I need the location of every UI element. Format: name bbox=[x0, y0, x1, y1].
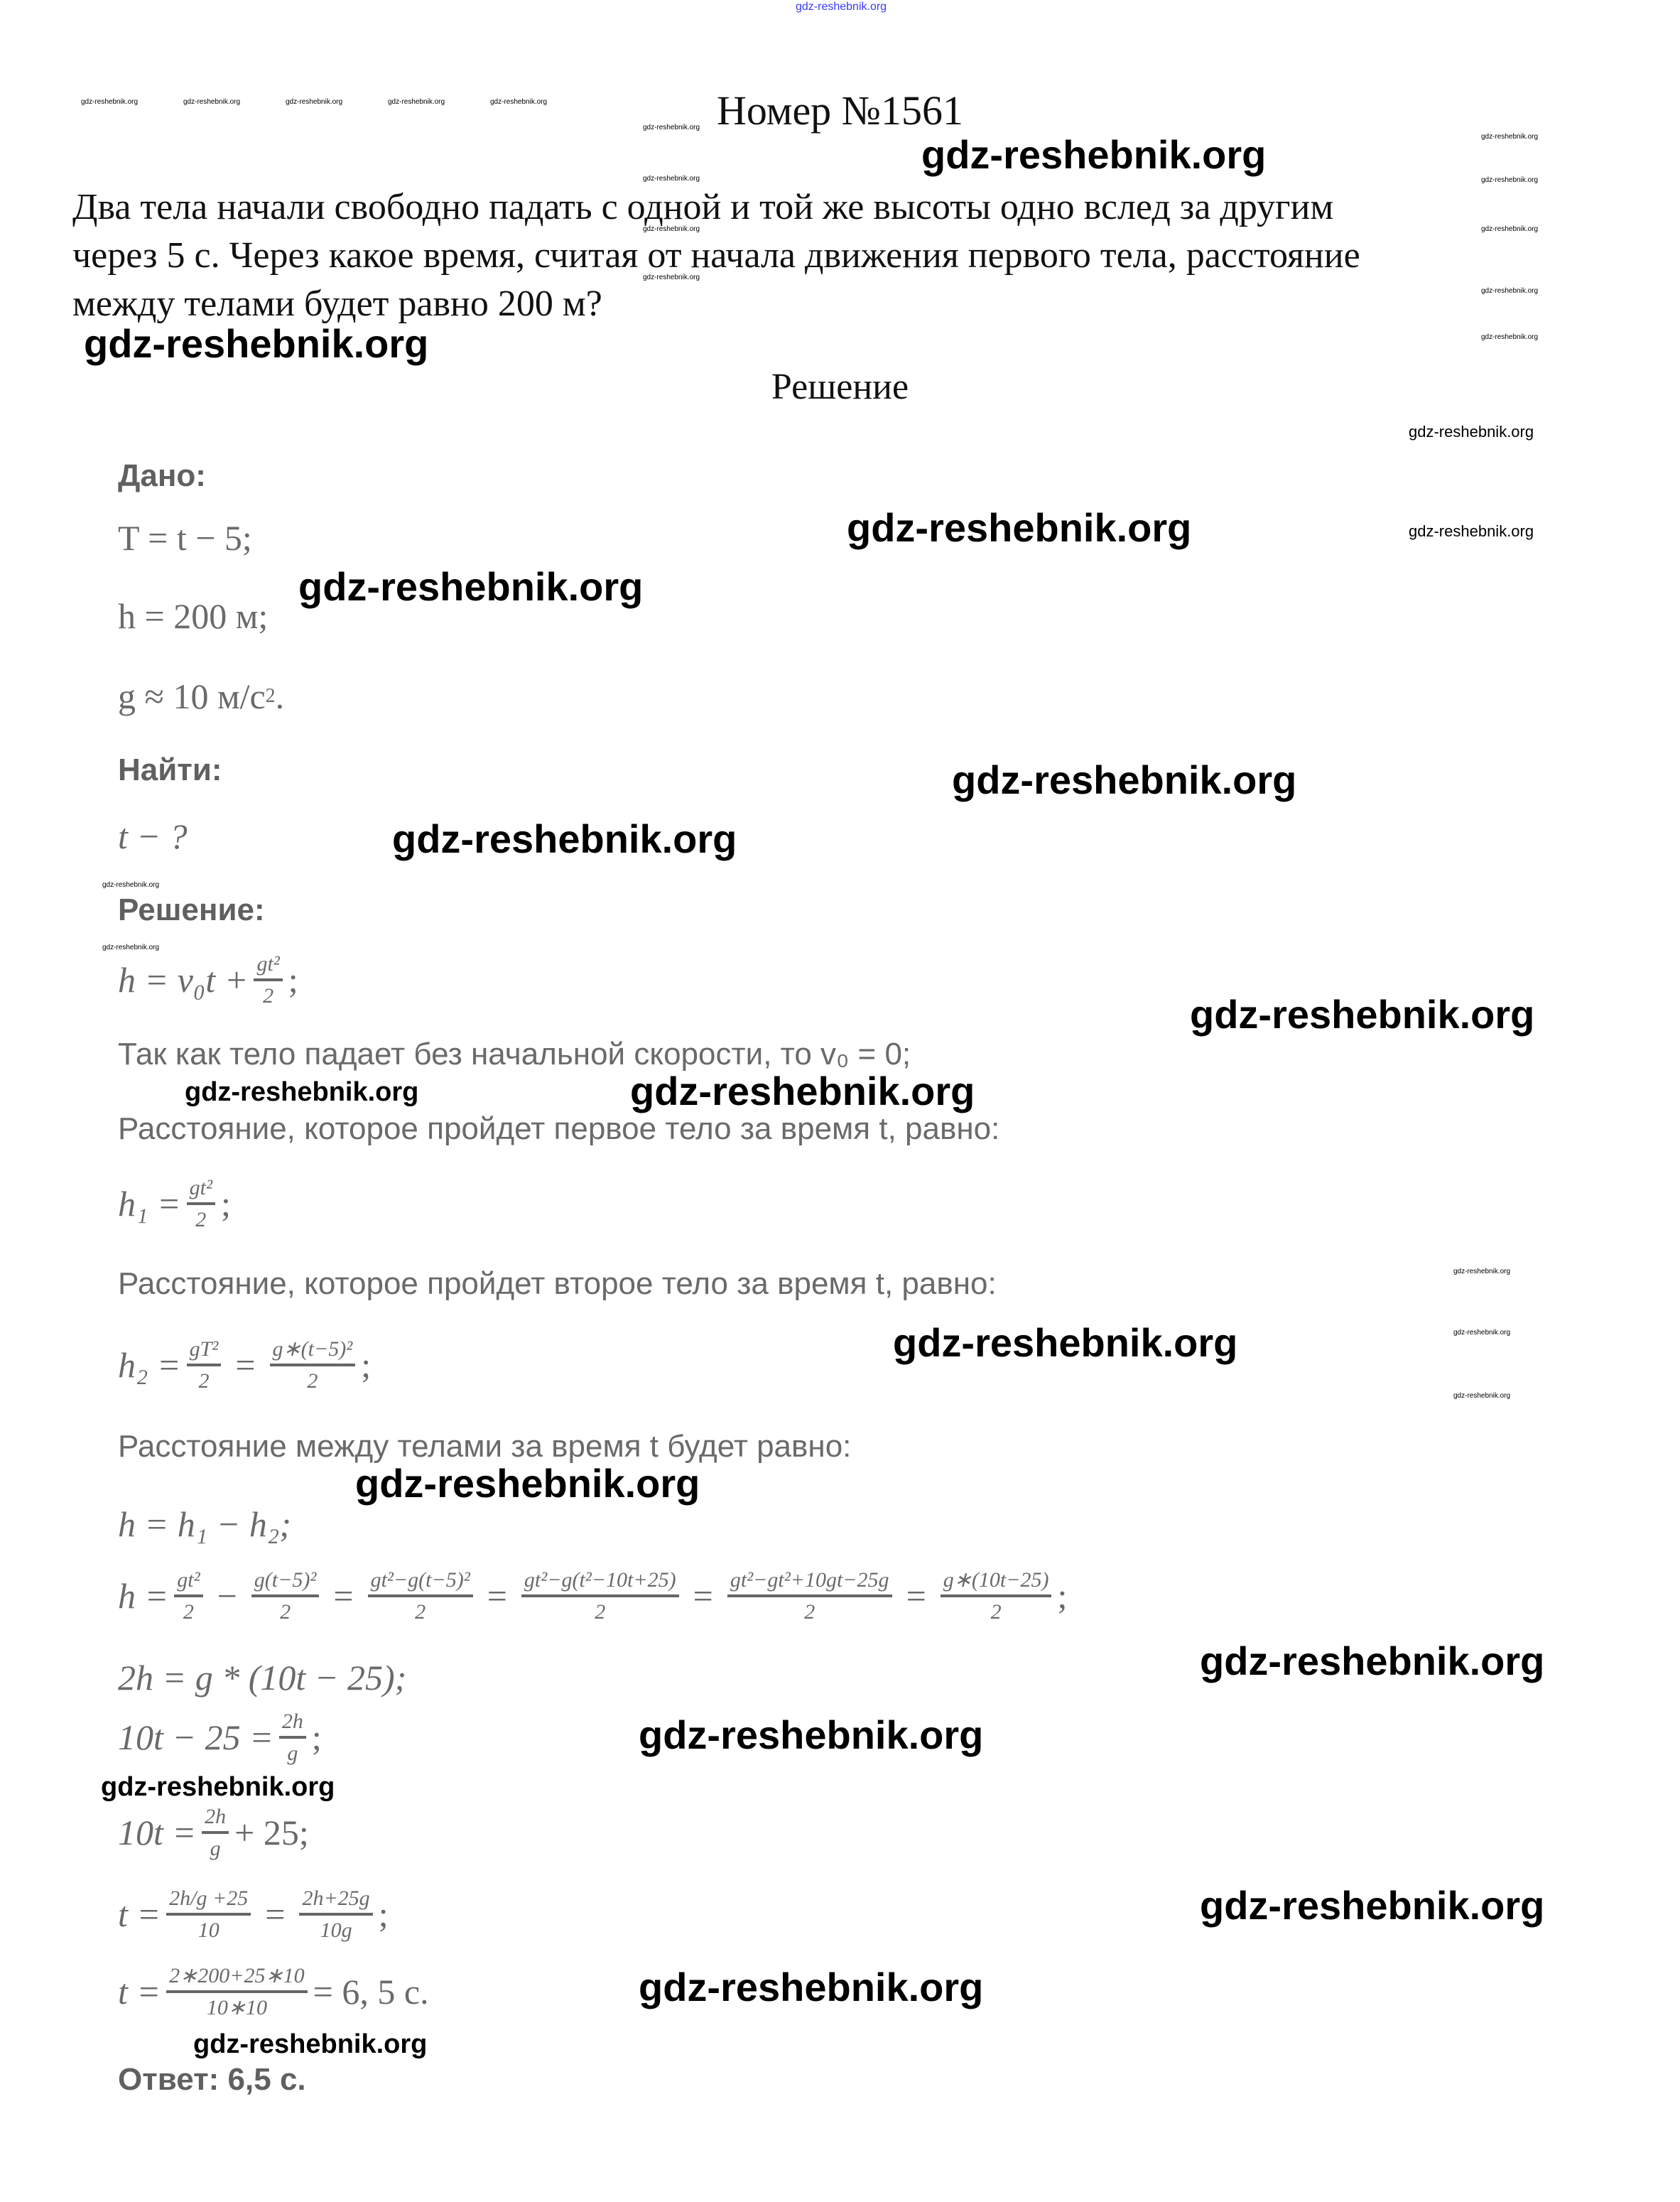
numerator: gt²−gt²+10gt−25g bbox=[730, 1568, 889, 1592]
watermark: gdz-reshebnik.org bbox=[490, 98, 548, 106]
find-value: t − ? bbox=[118, 816, 188, 856]
watermark: gdz-reshebnik.org bbox=[392, 816, 737, 861]
given-g-text: g ≈ 10 м/с bbox=[118, 676, 266, 716]
fraction bbox=[254, 952, 282, 1008]
numerator: gt² bbox=[189, 1176, 212, 1199]
eq5 bbox=[118, 1568, 1067, 1624]
fraction bbox=[174, 1568, 202, 1624]
watermark: gdz-reshebnik.org bbox=[388, 98, 445, 106]
problem-line: между телами будет равно 200 м? bbox=[72, 284, 602, 324]
watermark: gdz-reshebnik.org bbox=[639, 1712, 984, 1757]
denominator: 2 bbox=[595, 1600, 606, 1624]
fraction bbox=[270, 1337, 356, 1393]
watermark: gdz-reshebnik.org bbox=[639, 1965, 984, 2009]
watermark: gdz-reshebnik.org bbox=[630, 1069, 975, 1113]
watermark: gdz-reshebnik.org bbox=[1481, 133, 1539, 141]
eq1-end: ; bbox=[288, 960, 298, 1000]
eq4: h = h₁ − h₂; bbox=[118, 1504, 291, 1544]
fraction bbox=[279, 1710, 306, 1765]
eq1 bbox=[118, 952, 298, 1008]
equals: = bbox=[906, 1576, 926, 1616]
fraction bbox=[251, 1568, 320, 1624]
watermark: gdz-reshebnik.org bbox=[1481, 176, 1539, 184]
watermark: gdz-reshebnik.org bbox=[355, 1461, 700, 1506]
watermark: gdz-reshebnik.org bbox=[643, 225, 700, 233]
eq6: 2h = g * (10t − 25); bbox=[118, 1658, 407, 1698]
denominator: 2 bbox=[415, 1600, 426, 1624]
fraction bbox=[187, 1176, 215, 1231]
denominator: g bbox=[287, 1742, 298, 1765]
denominator: 2 bbox=[280, 1600, 291, 1624]
denominator: 2 bbox=[198, 1369, 210, 1393]
denominator: 2 bbox=[263, 984, 274, 1008]
watermark: gdz-reshebnik.org bbox=[1200, 1639, 1545, 1683]
given-label: Дано: bbox=[118, 458, 206, 493]
given-T: T = t − 5; bbox=[118, 518, 252, 558]
watermark: gdz-reshebnik.org bbox=[921, 132, 1267, 177]
watermark: gdz-reshebnik.org bbox=[1409, 522, 1534, 540]
watermark: gdz-reshebnik.org bbox=[1481, 225, 1539, 233]
numerator: gt² bbox=[177, 1568, 200, 1592]
denominator: 2 bbox=[307, 1369, 318, 1393]
eq10 bbox=[118, 1964, 429, 2019]
equals: = bbox=[333, 1576, 354, 1616]
problem-line: через 5 с. Через какое время, считая от начала движения первого тела, расстояние bbox=[72, 235, 1360, 276]
numerator: gt² bbox=[256, 952, 280, 976]
text3: Расстояние, которое пройдет второе тело за время t, равно: bbox=[118, 1266, 997, 1301]
watermark: gdz-reshebnik.org bbox=[1481, 333, 1539, 341]
denominator: 2 bbox=[195, 1208, 207, 1231]
solution-heading: Решение bbox=[771, 367, 909, 407]
eq10-lhs: t = bbox=[118, 1972, 161, 2012]
watermark: gdz-reshebnik.org bbox=[298, 564, 644, 609]
watermark-top: gdz-reshebnik.org bbox=[796, 1, 887, 13]
watermark: gdz-reshebnik.org bbox=[952, 757, 1297, 802]
equals: = bbox=[487, 1576, 507, 1616]
watermark: gdz-reshebnik.org bbox=[193, 2029, 428, 2059]
watermark: gdz-reshebnik.org bbox=[1453, 1329, 1511, 1337]
watermark: gdz-reshebnik.org bbox=[893, 1320, 1238, 1365]
equals: = bbox=[235, 1345, 256, 1385]
watermark: gdz-reshebnik.org bbox=[1409, 423, 1534, 441]
watermark: gdz-reshebnik.org bbox=[1453, 1392, 1511, 1400]
find-label: Найти: bbox=[118, 752, 222, 787]
watermark: gdz-reshebnik.org bbox=[286, 98, 343, 106]
eq3-end: ; bbox=[361, 1345, 372, 1385]
eq7-lhs: 10t − 25 = bbox=[118, 1717, 273, 1757]
eq2 bbox=[118, 1176, 231, 1231]
watermark: gdz-reshebnik.org bbox=[1453, 1268, 1511, 1275]
fraction bbox=[299, 1887, 372, 1942]
eq5-lhs: h = bbox=[118, 1576, 169, 1616]
fraction bbox=[521, 1568, 679, 1624]
numerator: 2h/g +25 bbox=[169, 1887, 249, 1910]
eq9 bbox=[118, 1887, 389, 1942]
watermark: gdz-reshebnik.org bbox=[183, 98, 241, 106]
numerator: g(t−5)² bbox=[254, 1568, 317, 1592]
watermark: gdz-reshebnik.org bbox=[1190, 992, 1535, 1037]
text2: Расстояние, которое пройдет первое тело за время t, равно: bbox=[118, 1111, 1000, 1146]
numerator: gT² bbox=[189, 1337, 219, 1361]
watermark: gdz-reshebnik.org bbox=[643, 175, 700, 183]
given-g-exp: 2 bbox=[265, 685, 276, 707]
watermark: gdz-reshebnik.org bbox=[101, 1772, 335, 1802]
numerator: gt²−g(t−5)² bbox=[370, 1568, 470, 1592]
numerator: gt²−g(t²−10t+25) bbox=[524, 1568, 676, 1592]
numerator: 2h bbox=[205, 1805, 227, 1828]
equals: = bbox=[265, 1894, 286, 1934]
eq2-end: ; bbox=[220, 1184, 231, 1224]
watermark: gdz-reshebnik.org bbox=[1481, 287, 1539, 295]
eq9-end: ; bbox=[378, 1894, 389, 1934]
watermark: gdz-reshebnik.org bbox=[84, 321, 429, 366]
given-h: h = 200 м; bbox=[118, 596, 269, 636]
problem-line: Два тела начали свободно падать с одной и той же высоты одно вслед за другим bbox=[72, 187, 1334, 227]
numerator: 2h bbox=[281, 1710, 303, 1733]
minus: − bbox=[217, 1576, 237, 1616]
text1: Так как тело падает без начальной скорости, то v₀ = 0; bbox=[118, 1037, 911, 1072]
denominator: 10∗10 bbox=[206, 1996, 267, 2019]
fraction bbox=[727, 1568, 892, 1624]
watermark: gdz-reshebnik.org bbox=[102, 944, 160, 951]
solution-label: Решение: bbox=[118, 892, 265, 927]
watermark: gdz-reshebnik.org bbox=[102, 881, 160, 889]
numerator: 2∗200+25∗10 bbox=[169, 1964, 305, 1987]
eq1-lhs: h = v₀t + bbox=[118, 960, 249, 1000]
eq3 bbox=[118, 1337, 371, 1393]
denominator: 2 bbox=[990, 1600, 1002, 1624]
numerator: g∗(t−5)² bbox=[272, 1337, 353, 1361]
text4: Расстояние между телами за время t будет равно: bbox=[118, 1429, 852, 1464]
answer: Ответ: 6,5 с. bbox=[118, 2062, 306, 2097]
fraction bbox=[368, 1568, 473, 1624]
fraction bbox=[941, 1568, 1052, 1624]
eq8 bbox=[118, 1805, 309, 1860]
eq5-end: ; bbox=[1057, 1576, 1068, 1616]
eq8-end: + 25; bbox=[234, 1813, 309, 1852]
fraction bbox=[166, 1964, 308, 2019]
watermark: gdz-reshebnik.org bbox=[847, 505, 1192, 550]
watermark: gdz-reshebnik.org bbox=[643, 124, 700, 131]
eq2-lhs: h₁ = bbox=[118, 1184, 181, 1224]
fraction bbox=[202, 1805, 229, 1860]
eq7-end: ; bbox=[311, 1717, 322, 1757]
denominator: 2 bbox=[804, 1600, 815, 1624]
eq3-lhs: h₂ = bbox=[118, 1345, 181, 1385]
eq7 bbox=[118, 1710, 322, 1765]
watermark: gdz-reshebnik.org bbox=[81, 98, 139, 106]
fraction bbox=[187, 1337, 222, 1393]
watermark: gdz-reshebnik.org bbox=[185, 1077, 419, 1107]
fraction bbox=[166, 1887, 251, 1942]
denominator: g bbox=[210, 1837, 221, 1860]
numerator: g∗(10t−25) bbox=[943, 1568, 1049, 1592]
denominator: 10 bbox=[197, 1918, 220, 1942]
given-g-end: . bbox=[275, 676, 285, 716]
numerator: 2h+25g bbox=[302, 1887, 370, 1910]
page-title: Номер №1561 bbox=[716, 87, 964, 134]
denominator: 2 bbox=[183, 1600, 194, 1624]
given-g bbox=[118, 676, 285, 716]
eq10-end: = 6, 5 с. bbox=[313, 1972, 429, 2012]
watermark: gdz-reshebnik.org bbox=[643, 274, 700, 281]
eq9-lhs: t = bbox=[118, 1894, 161, 1934]
eq8-lhs: 10t = bbox=[118, 1813, 197, 1852]
watermark: gdz-reshebnik.org bbox=[1200, 1883, 1545, 1928]
denominator: 10g bbox=[320, 1918, 352, 1942]
equals: = bbox=[693, 1576, 713, 1616]
